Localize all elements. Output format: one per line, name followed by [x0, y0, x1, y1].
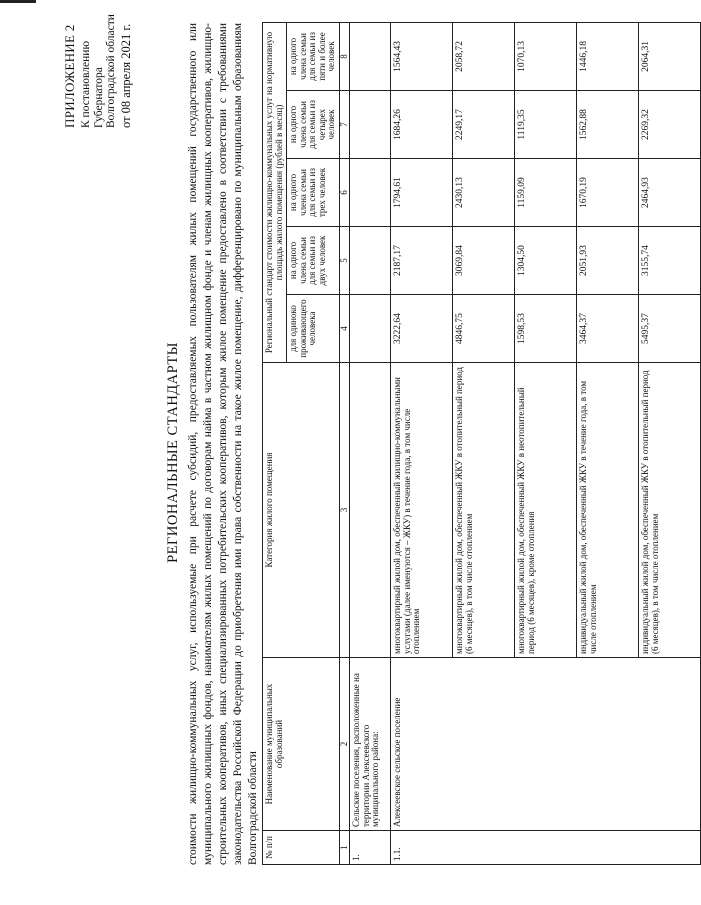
value-cell: 2430,13 [453, 159, 515, 227]
column-number: 4 [339, 295, 350, 363]
category-cell: индивидуальный жилой дом, обеспеченный ЖКУ в отопительный период (6 месяцев), в том числе отоплением [639, 363, 701, 658]
empty-cell [350, 363, 391, 658]
value-cell: 1304,50 [515, 227, 577, 295]
column-number: 6 [339, 159, 350, 227]
empty-cell [350, 227, 391, 295]
category-cell: многоквартирный жилой дом, обеспеченный ЖКУ в отопительный период (6 месяцев), в том числе отоплением [453, 363, 515, 658]
header-num: № п/п [263, 831, 340, 865]
entry-number: 1.1. [391, 831, 701, 865]
value-cell: 2064,31 [639, 22, 701, 90]
column-number: 7 [339, 91, 350, 159]
value-cell: 1070,13 [515, 22, 577, 90]
category-cell: многоквартирный жилой дом, обеспеченный жилищно-коммунальными услугами (далее именуются – ЖКУ) в течение года, в том числе отоплением [391, 363, 453, 658]
value-cell: 3222,64 [391, 295, 453, 363]
value-cell: 3069,84 [453, 227, 515, 295]
header-standard-group: Региональный стандарт стоимости жилищно-коммунальных услуг на нормативную площадь жилого помещения (рублей в месяц) [263, 22, 287, 362]
section-name: Сельские поселения, расположенные на территории Алексеевского муниципального района: [350, 658, 391, 831]
empty-cell [350, 91, 391, 159]
appendix-label: ПРИЛОЖЕНИЕ 2 [62, 24, 77, 128]
value-cell: 1670,19 [577, 159, 639, 227]
decree-line: Губернатора [92, 67, 105, 128]
section-number: 1. [350, 831, 391, 865]
column-number: 2 [339, 658, 350, 831]
value-cell: 1159,09 [515, 159, 577, 227]
value-cell: 3464,37 [577, 295, 639, 363]
document-title: РЕГИОНАЛЬНЫЕ СТАНДАРТЫ [165, 342, 181, 563]
header-family-2: на одного члена семьи для семьи из двух человек [287, 227, 340, 295]
column-number: 5 [339, 227, 350, 295]
header-single: для одиноко проживающего человека [287, 295, 340, 363]
value-cell: 2187,17 [391, 227, 453, 295]
category-cell: многоквартирный жилой дом, обеспеченный ЖКУ в неотопительный период (6 месяцев), кроме отопления [515, 363, 577, 658]
decree-date-line [120, 0, 133, 128]
value-cell: 2464,93 [639, 159, 701, 227]
header-category: Категория жилого помещения [263, 363, 340, 658]
header-family-3: на одного члена семьи для семьи из трех человек [287, 159, 340, 227]
value-cell: 5495,37 [639, 295, 701, 363]
empty-cell [350, 295, 391, 363]
column-number-row [339, 22, 350, 864]
category-cell: индивидуальный жилой дом, обеспеченный ЖКУ в течение года, в том числе отоплением [577, 363, 639, 658]
value-cell: 1446,18 [577, 22, 639, 90]
value-cell: 2051,93 [577, 227, 639, 295]
value-cell: 1684,26 [391, 91, 453, 159]
header-family-5: на одного члена семьи для семьи из пяти и более человек [287, 22, 340, 90]
intro-paragraph: стоимости жилищно-коммунальных услуг, используемые при расчете субсидий, предоставляемых пользователям жилых помещений государственного или муниципального жилищных фондов, нанимателям жилых помещений по договорам найма в частном жилищном фонде и членам жилищных кооперативов, жилищно-строительных кооперативов, иных специализированных потребительских кооперативов, которым жилое помещение предоставлено в соответствии с требованиями законодательства Российской Федерации до приобретения ими права собственности на такое жилое помещение, дифференцировано по муниципальным образованиям Волгоградской области [187, 23, 259, 865]
decree-date: 08 апреля 2021 г. [118, 23, 133, 114]
table-row [391, 22, 453, 864]
value-cell: 1794,61 [391, 159, 453, 227]
entry-name: Алексеевское сельское поселение [391, 658, 701, 831]
column-number: 8 [339, 22, 350, 90]
value-cell: 3155,74 [639, 227, 701, 295]
empty-cell [350, 22, 391, 90]
value-cell: 2249,17 [453, 91, 515, 159]
header-family-4: на одного члена семьи для семьи из четырех человек [287, 91, 340, 159]
empty-cell [350, 159, 391, 227]
section-row [350, 22, 391, 864]
column-number: 1 [339, 831, 350, 865]
standards-table [262, 22, 701, 865]
value-cell: 1598,53 [515, 295, 577, 363]
value-cell: 4846,75 [453, 295, 515, 363]
value-cell: 1562,88 [577, 91, 639, 159]
value-cell: 1564,43 [391, 22, 453, 90]
header-municipality: Наименование муниципальных образований [263, 658, 340, 831]
value-cell: 1119,35 [515, 91, 577, 159]
date-prefix: от [118, 116, 133, 128]
table-header-row [263, 22, 287, 864]
value-cell: 2269,32 [639, 91, 701, 159]
value-cell: 2058,72 [453, 22, 515, 90]
column-number: 3 [339, 363, 350, 658]
decree-line: Волгоградской области [105, 14, 117, 128]
decree-line: К постановлению [80, 40, 92, 128]
decree-reference [80, 0, 132, 128]
